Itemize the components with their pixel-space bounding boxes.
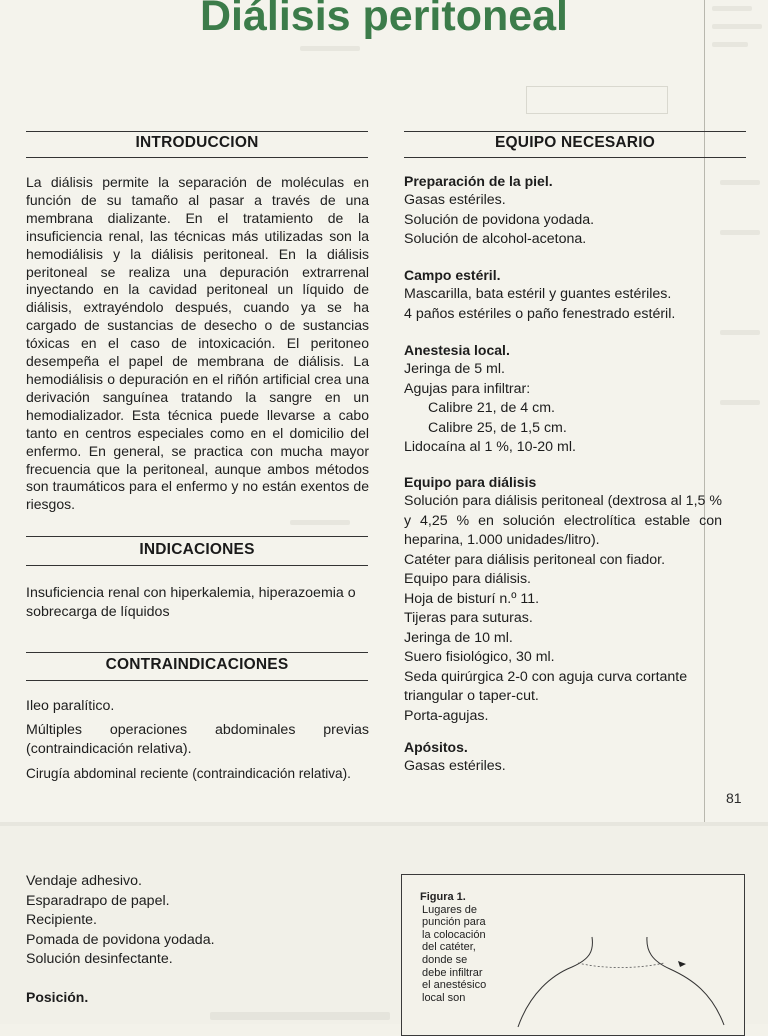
equipo-piel-title: Preparación de la piel. bbox=[404, 173, 553, 189]
equipo-campo-block bbox=[404, 266, 722, 324]
ghost-text bbox=[210, 1012, 390, 1020]
equipo-heading: EQUIPO NECESARIO bbox=[495, 134, 655, 151]
list-item: Catéter para diálisis peritoneal con fiador. bbox=[404, 551, 666, 568]
equipo-anestesia-title: Anestesia local. bbox=[404, 342, 510, 358]
list-item: Solución desinfectante. bbox=[26, 951, 173, 967]
list-item: Cirugía abdominal reciente (contraindicación relativa). bbox=[26, 765, 351, 781]
indicaciones-heading: INDICACIONES bbox=[139, 541, 255, 558]
rule-bottom bbox=[26, 565, 368, 566]
list-item: Pomada de povidona yodada. bbox=[26, 931, 215, 948]
list-item: Porta-agujas. bbox=[404, 707, 489, 724]
body-outline-illustration bbox=[402, 875, 744, 1035]
list-item: Gasas estériles. bbox=[404, 758, 506, 774]
ghost-text bbox=[720, 180, 760, 185]
contraindicaciones-list bbox=[26, 697, 369, 783]
list-item: Solución de alcohol-acetona. bbox=[404, 231, 587, 247]
list-item: Mascarilla, bata estéril y guantes estériles. bbox=[404, 286, 672, 302]
list-item: Jeringa de 5 ml. bbox=[404, 361, 505, 377]
equipo-anestesia-block bbox=[404, 341, 722, 458]
ghost-box bbox=[526, 86, 668, 114]
rule-top bbox=[26, 652, 368, 653]
equipo-dialisis-title: Equipo para diálisis bbox=[404, 474, 537, 490]
list-item: Agujas para infiltrar: bbox=[404, 380, 531, 397]
page-number: 81 bbox=[726, 790, 742, 806]
introduccion-heading: INTRODUCCION bbox=[135, 134, 259, 151]
figure-caption-text: Lugares de punción para la colocación del catéter, donde se debe infiltrar el anestésico local son bbox=[422, 903, 487, 1004]
list-item: Solución de povidona yodada. bbox=[404, 211, 595, 228]
page-title: Diálisis peritoneal bbox=[199, 0, 569, 40]
rule-top bbox=[26, 536, 368, 537]
list-item: 4 paños estériles o paño fenestrado estéril. bbox=[404, 305, 676, 322]
ghost-text bbox=[290, 520, 350, 525]
equipo-apositos-block bbox=[404, 738, 722, 777]
list-item: Esparadrapo de papel. bbox=[26, 892, 170, 909]
list-item: Vendaje adhesivo. bbox=[26, 873, 142, 889]
rule-bottom bbox=[26, 157, 368, 158]
introduccion-paragraph: La diálisis permite la separación de moléculas en función de su tamaño al pasar a través de una membrana dializante. En el tratamiento de la insuficiencia renal, las técnicas más utilizadas son la hemodiálisis y la diálisis peritoneal. En la diálisis peritoneal se realiza una depuración extrarrenal inyectando en la cavidad peritoneal un líquido de diálisis, extrayéndolo después, cuando ya se ha cargado de sustancias de desecho o de sustancias tóxicas en el caso de intoxicación. El peritoneo desempeña el papel de membrana de diálisis. La hemodiálisis o depuración en el riñón artificial crea una derivación sanguínea tratando la sangre en un hemodializador. Esta técnica puede llevarse a cabo tanto en centros especiales como en el domicilio del enfermo. En general, se practica con mucha mayor frecuencia que la peritoneal, aunque ambos métodos son traumáticos para el enfermo y no están exentos de riesgos. bbox=[26, 174, 369, 513]
rule-top bbox=[26, 131, 368, 132]
list-item: Calibre 25, de 1,5 cm. bbox=[428, 419, 567, 436]
list-item: Hoja de bisturí n.º 11. bbox=[404, 590, 540, 607]
bottom-list bbox=[26, 872, 366, 1007]
equipo-apositos-title: Apósitos. bbox=[404, 739, 468, 755]
list-item: Seda quirúrgica 2-0 con aguja curva cortante triangular o taper-cut. bbox=[404, 668, 688, 704]
list-item: Jeringa de 10 ml. bbox=[404, 629, 513, 646]
ghost-text bbox=[720, 330, 760, 335]
ghost-text bbox=[720, 230, 760, 235]
list-item: Lidocaína al 1 %, 10-20 ml. bbox=[404, 439, 576, 455]
list-item: Ileo paralítico. bbox=[26, 698, 115, 714]
contraindicaciones-heading: CONTRAINDICACIONES bbox=[105, 656, 289, 673]
indicaciones-paragraph: Insuficiencia renal con hiperkalemia, hiperazoemia o sobrecarga de líquidos bbox=[26, 585, 356, 620]
rule-bottom bbox=[404, 157, 746, 158]
list-item: Tijeras para suturas. bbox=[404, 610, 533, 626]
rule-top bbox=[404, 131, 746, 132]
list-item: Equipo para diálisis. bbox=[404, 571, 531, 587]
list-item: Recipiente. bbox=[26, 912, 97, 928]
ghost-text bbox=[712, 42, 748, 47]
ghost-text bbox=[720, 400, 760, 405]
list-item: Calibre 21, de 4 cm. bbox=[428, 400, 555, 416]
list-item: Gasas estériles. bbox=[404, 192, 506, 208]
figure-label: Figura 1. bbox=[420, 891, 466, 903]
equipo-dialisis-block bbox=[404, 473, 722, 726]
list-item: Múltiples operaciones abdominales previas (contraindicación relativa). bbox=[26, 721, 369, 757]
ghost-text bbox=[300, 46, 360, 51]
equipo-campo-title: Campo estéril. bbox=[404, 267, 501, 283]
list-item: Solución para diálisis peritoneal (dextrosa al 1,5 % y 4,25 % en solución electrolítica estable con heparina, 1.000 unidades/litro). bbox=[404, 493, 722, 548]
equipo-piel-block bbox=[404, 172, 722, 250]
list-item: Suero fisiológico, 30 ml. bbox=[404, 649, 555, 665]
posicion-title: Posición. bbox=[26, 988, 89, 1005]
rule-bottom bbox=[26, 680, 368, 681]
figure-box bbox=[401, 874, 745, 1036]
